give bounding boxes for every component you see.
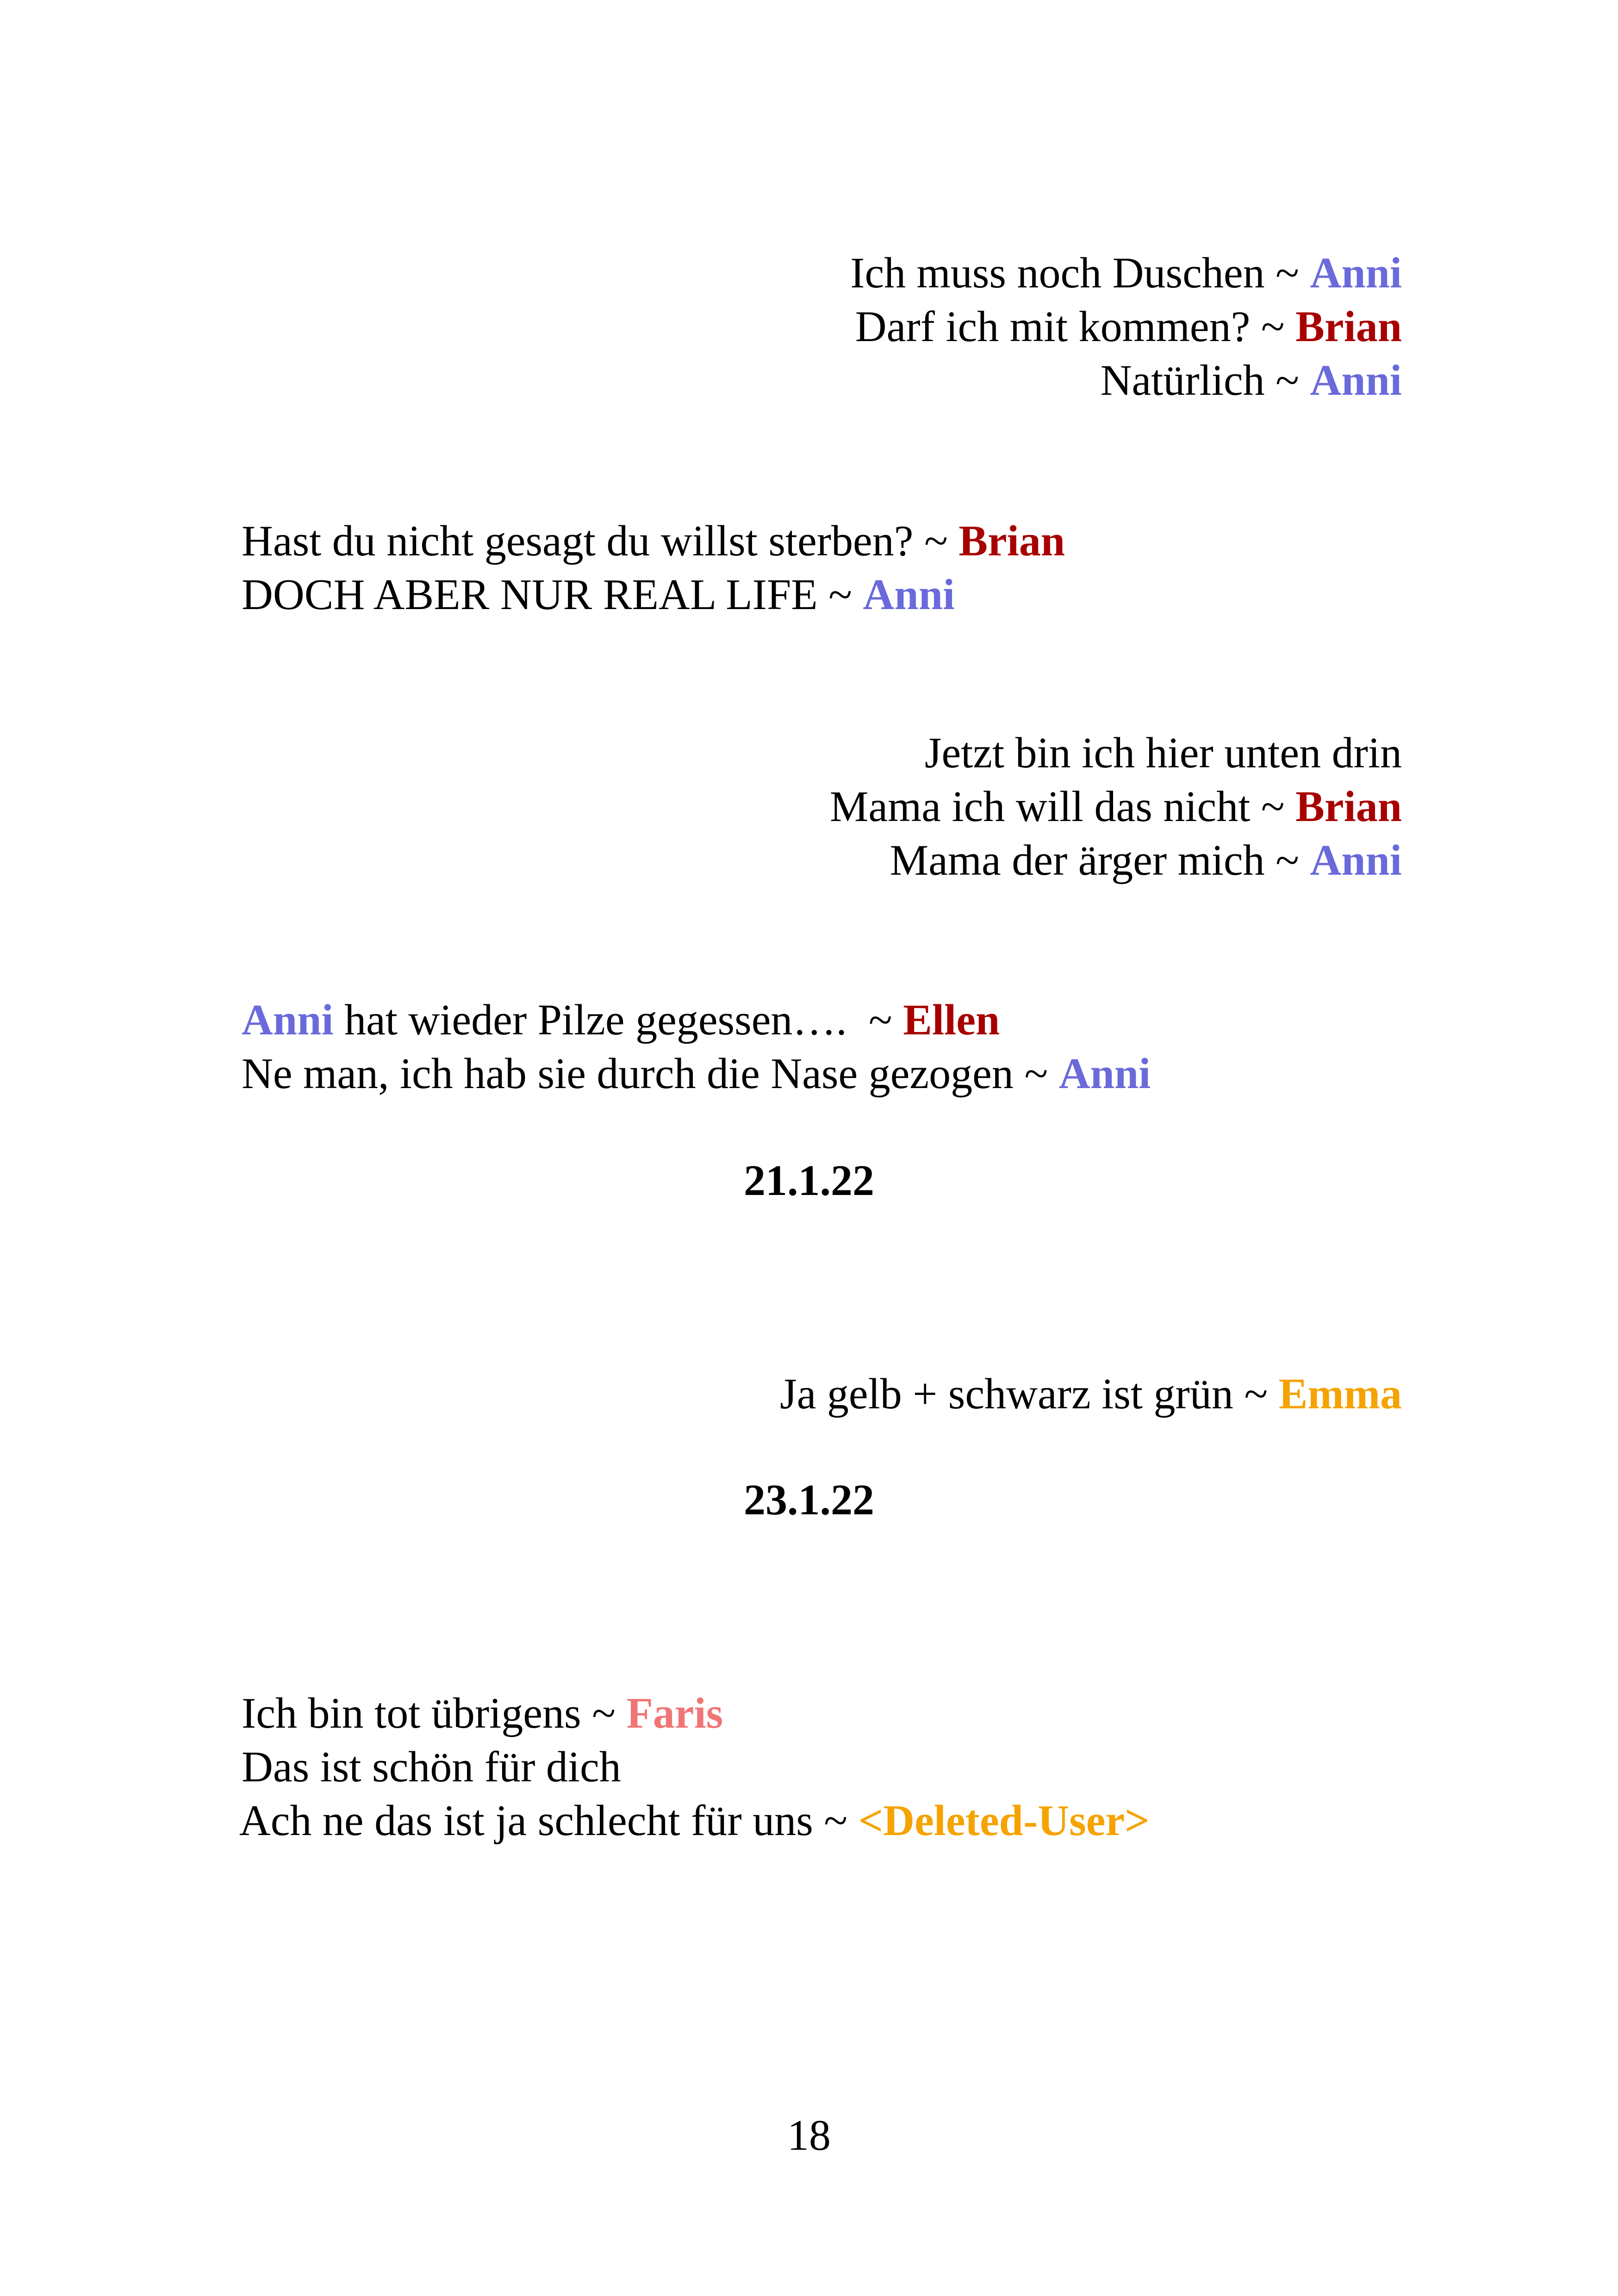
message-text: Ich muss noch Duschen ~: [850, 249, 1310, 297]
message-text: Mama ich will das nicht ~: [829, 783, 1296, 831]
author-name: Anni: [1058, 1050, 1151, 1098]
author-name: Brian: [1295, 303, 1402, 351]
chat-line: [1079, 300, 1402, 407]
page-number: 18: [787, 2111, 831, 2159]
chat-line: [220, 993, 1151, 1101]
message-text: Natürlich ~: [1100, 356, 1310, 404]
chat-line: [220, 1740, 1150, 1848]
message-text: Ich bin tot übrigens ~: [242, 1689, 627, 1737]
chat-line: [758, 1313, 1402, 1421]
author-name: <Deleted-User>: [858, 1797, 1150, 1845]
author-name: Anni: [863, 571, 955, 619]
message-text: Ach ne das ist ja schlecht für uns ~: [239, 1797, 859, 1845]
author-name: Emma: [1278, 1370, 1402, 1418]
author-name: Anni: [1310, 356, 1402, 404]
author-name: Faris: [626, 1689, 723, 1737]
message-text: Das ist schön für dich: [242, 1743, 621, 1791]
date-heading: 21.1.22: [744, 1157, 874, 1205]
chat-line: [220, 514, 955, 622]
message-text: hat wieder Pilze gegessen…. ~: [333, 996, 903, 1044]
message-text: Darf ich mit kommen? ~: [855, 303, 1296, 351]
mentioned-name: Anni: [242, 996, 334, 1044]
author-name: Brian: [958, 517, 1065, 565]
message-text: DOCH ABER NUR REAL LIFE ~: [242, 571, 863, 619]
author-name: Brian: [1295, 783, 1402, 831]
message-text: Hast du nicht gesagt du willst sterben? ~: [242, 517, 959, 565]
date-heading: 23.1.22: [744, 1476, 874, 1524]
message-text: Mama der ärger mich ~: [890, 836, 1310, 884]
chat-line: [868, 780, 1402, 887]
message-text: Ja gelb + schwarz ist grün ~: [780, 1370, 1279, 1418]
author-name: Anni: [1310, 249, 1402, 297]
message-text: Jetzt bin ich hier unten drin: [924, 729, 1402, 777]
author-name: Anni: [1310, 836, 1402, 884]
message-text: Ne man, ich hab sie durch die Nase gezogen ~: [242, 1050, 1059, 1098]
author-name: Ellen: [903, 996, 1000, 1044]
